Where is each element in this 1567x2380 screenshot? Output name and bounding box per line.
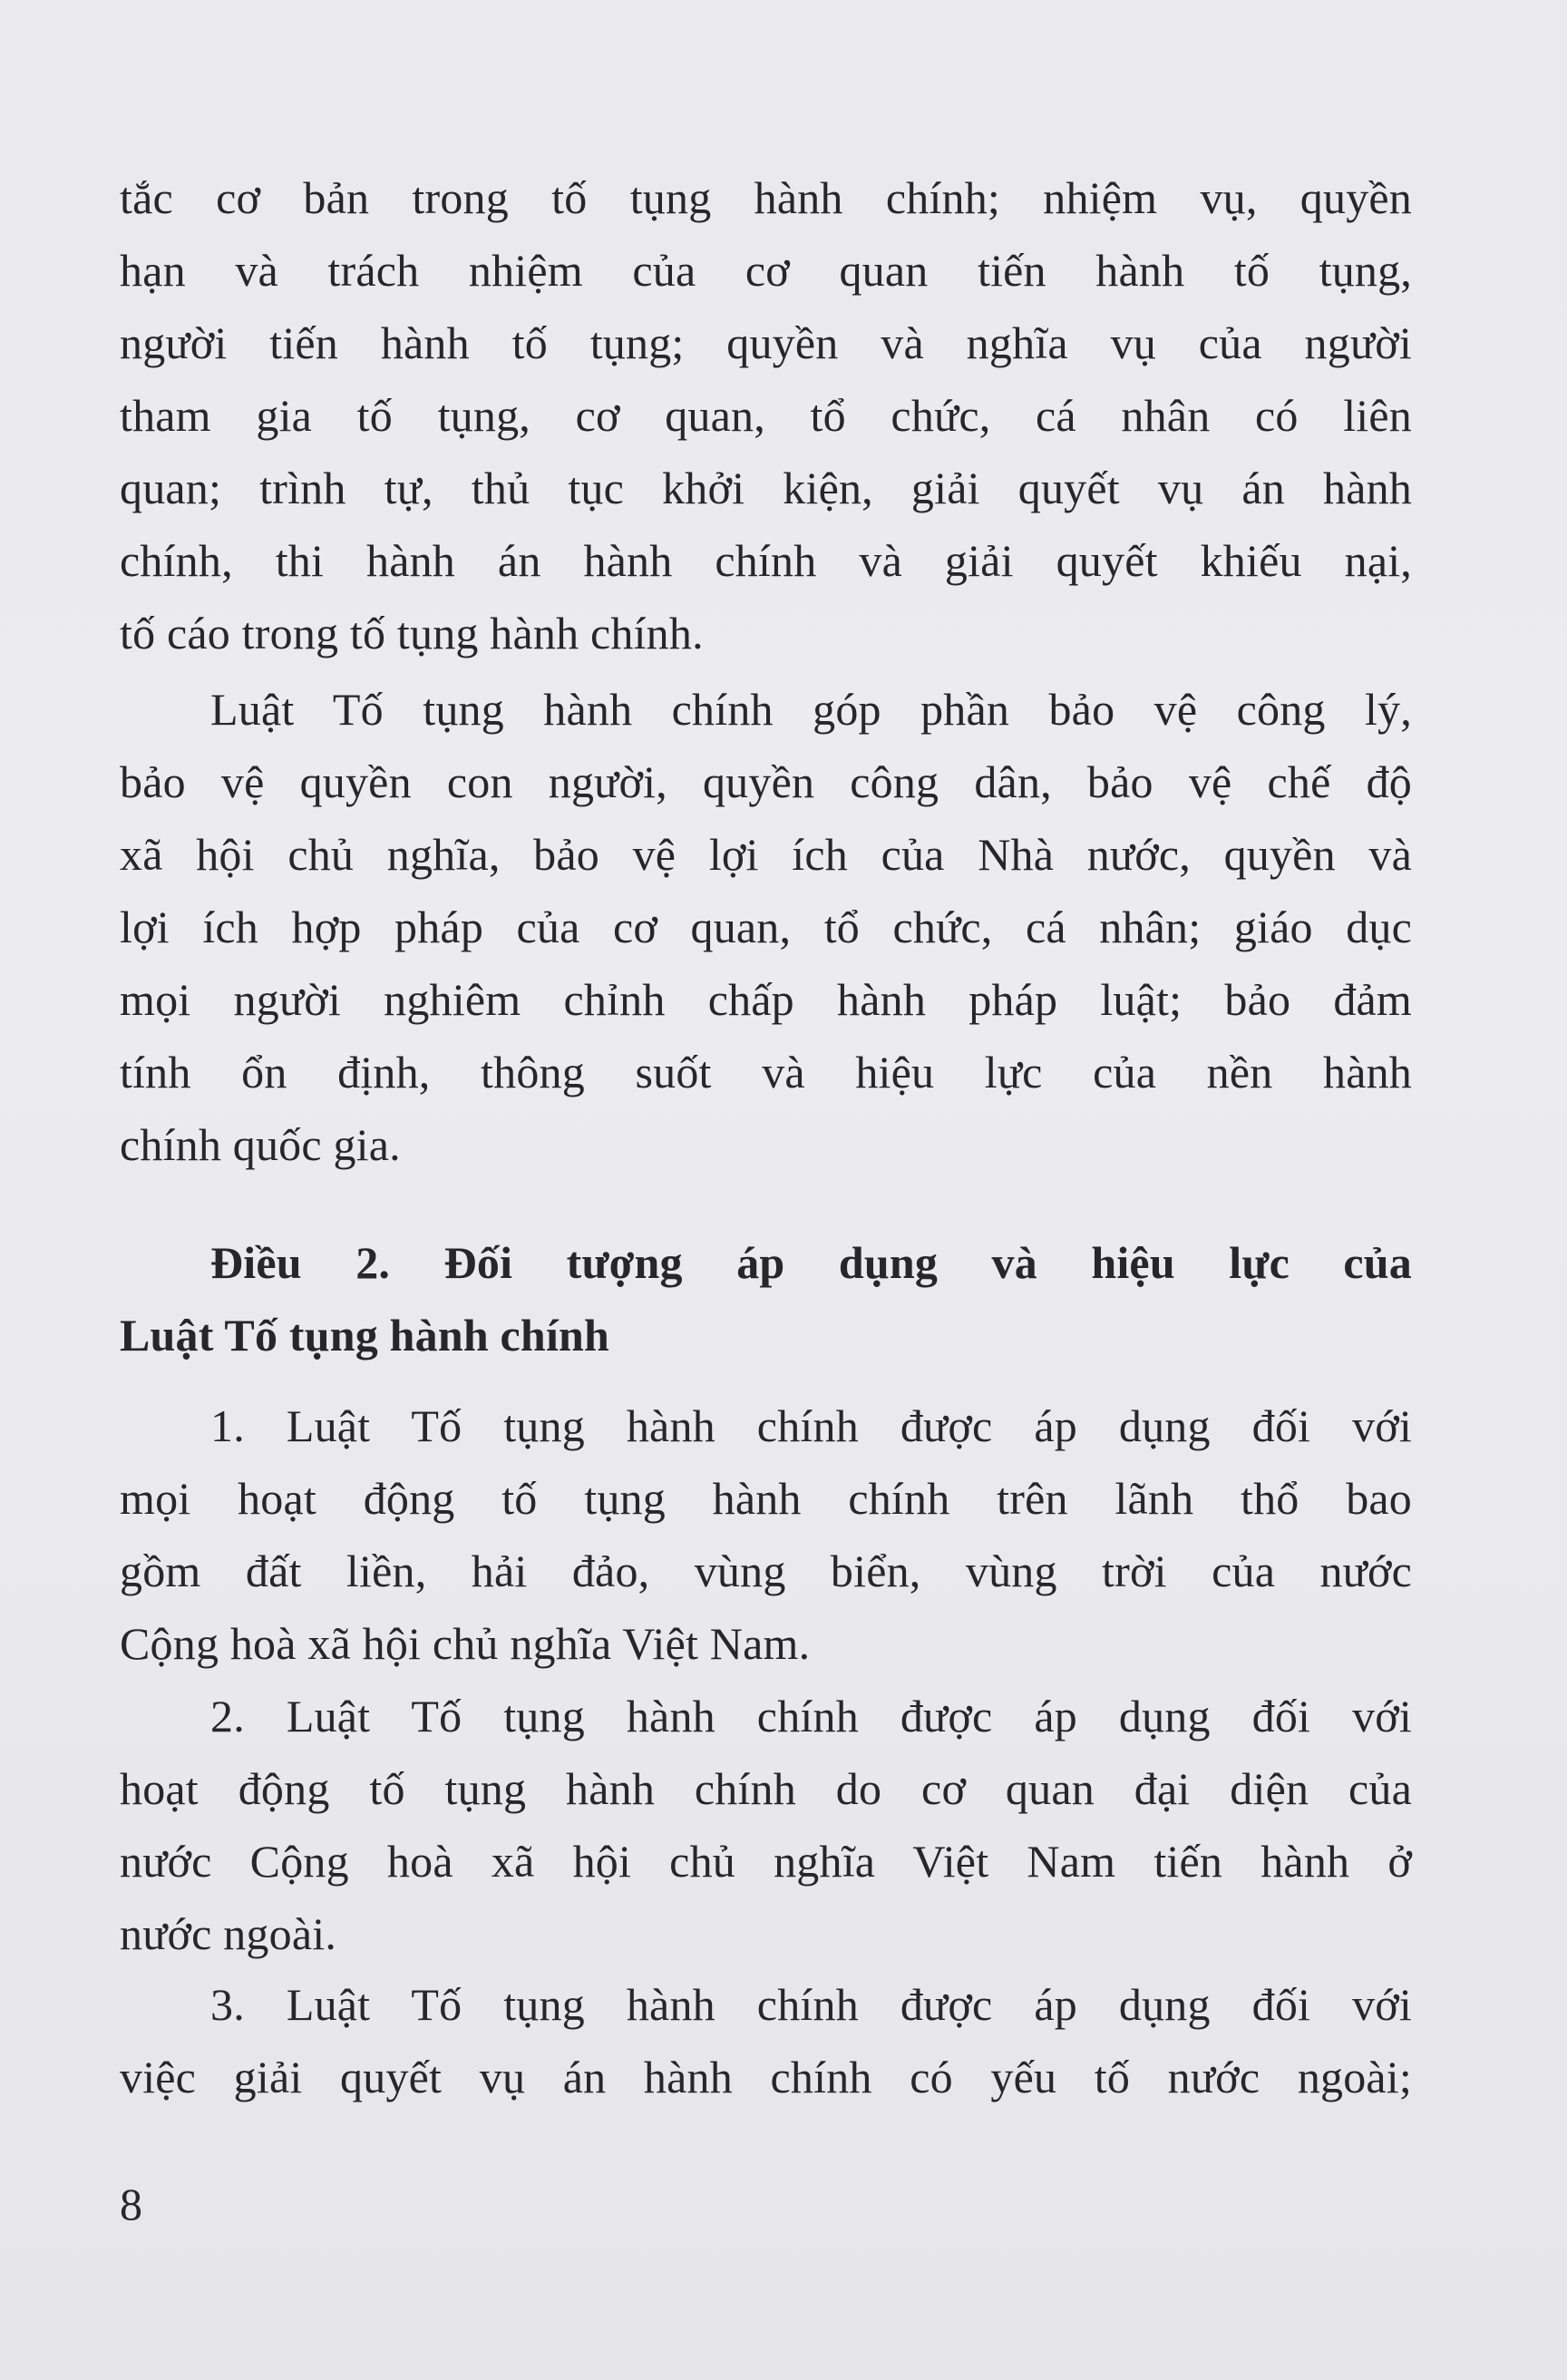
text-line: Cộng hoà xã hội chủ nghĩa Việt Nam.: [120, 1618, 811, 1669]
text-line: tính ổn định, thông suốt và hiệu lực của nền hành: [120, 1047, 1412, 1097]
text-line: mọi hoạt động tố tụng hành chính trên lãnh thổ bao: [120, 1473, 1412, 1524]
text-line: chính quốc gia.: [120, 1119, 401, 1170]
page-number: 8: [120, 2179, 142, 2229]
text-line: 2. Luật Tố tụng hành chính được áp dụng đối với: [210, 1691, 1412, 1741]
text-line: 3. Luật Tố tụng hành chính được áp dụng đối với: [210, 1979, 1412, 2030]
text-line: quan; trình tự, thủ tục khởi kiện, giải quyết vụ án hành: [120, 463, 1412, 513]
text-line: chính, thi hành án hành chính và giải quyết khiếu nại,: [120, 535, 1412, 586]
article-heading: Điều 2. Đối tượng áp dụng và hiệu lực của: [210, 1237, 1412, 1288]
text-line: xã hội chủ nghĩa, bảo vệ lợi ích của Nhà nước, quyền và: [120, 829, 1412, 880]
text-line: bảo vệ quyền con người, quyền công dân, bảo vệ chế độ: [120, 756, 1412, 807]
text-line: hạn và trách nhiệm của cơ quan tiến hành tố tụng,: [120, 245, 1412, 296]
text-line: 1. Luật Tố tụng hành chính được áp dụng đối với: [210, 1400, 1412, 1451]
text-line: mọi người nghiêm chỉnh chấp hành pháp luật; bảo đảm: [120, 974, 1412, 1025]
text-line: gồm đất liền, hải đảo, vùng biển, vùng trời của nước: [120, 1546, 1412, 1596]
text-line: tham gia tố tụng, cơ quan, tổ chức, cá nhân có liên: [120, 390, 1412, 441]
article-heading: Luật Tố tụng hành chính: [120, 1310, 610, 1361]
text-line: hoạt động tố tụng hành chính do cơ quan đại diện của: [120, 1763, 1412, 1814]
text-line: nước ngoài.: [120, 1908, 337, 1959]
text-line: tố cáo trong tố tụng hành chính.: [120, 608, 704, 658]
text-line: nước Cộng hoà xã hội chủ nghĩa Việt Nam tiến hành ở: [120, 1836, 1412, 1887]
text-line: Luật Tố tụng hành chính góp phần bảo vệ công lý,: [210, 684, 1412, 735]
text-line: lợi ích hợp pháp của cơ quan, tổ chức, cá nhân; giáo dục: [120, 902, 1412, 952]
text-line: tắc cơ bản trong tố tụng hành chính; nhiệm vụ, quyền: [120, 172, 1412, 223]
text-line: việc giải quyết vụ án hành chính có yếu tố nước ngoài;: [120, 2052, 1412, 2102]
text-line: người tiến hành tố tụng; quyền và nghĩa vụ của người: [120, 317, 1412, 368]
